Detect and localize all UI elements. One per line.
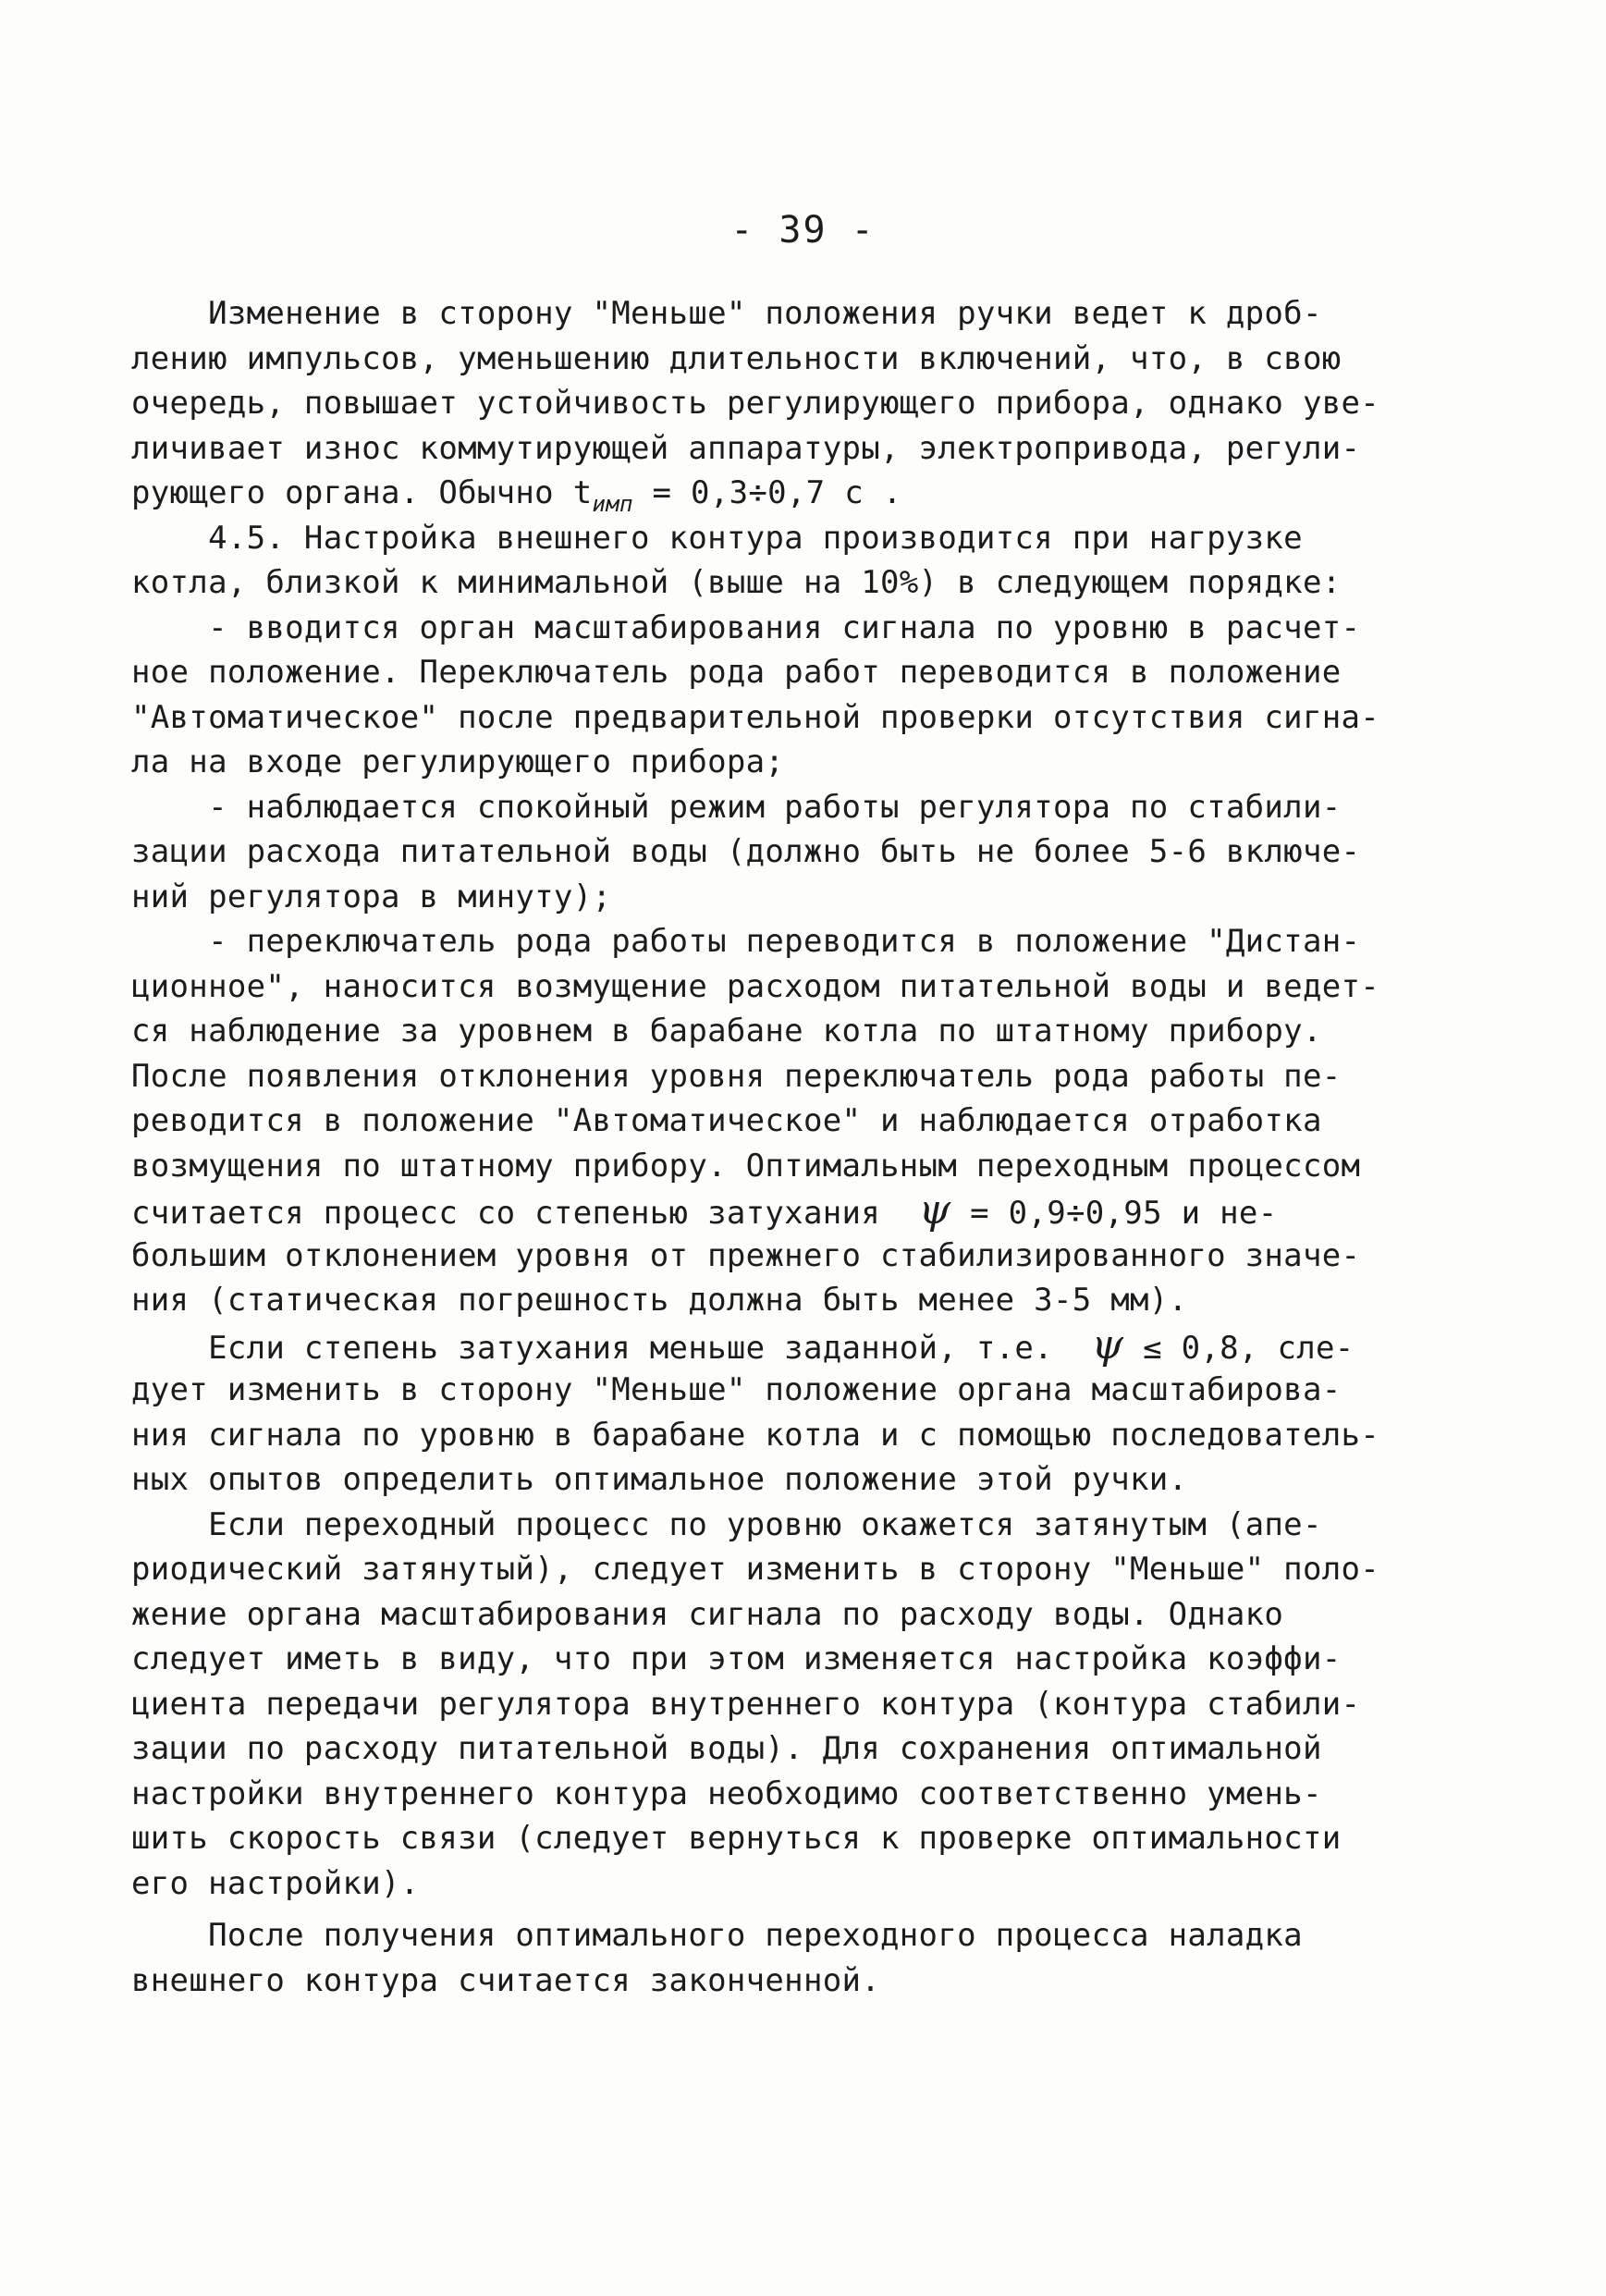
text-fragment: рующего органа. Обычно t bbox=[131, 474, 593, 511]
text-line-formula bbox=[131, 1320, 1370, 1369]
text-line: личивает износ коммутирующей аппаратуры, электропривода, регули- bbox=[131, 429, 1361, 467]
text-line: зации по расходу питательной воды). Для сохранения оптимальной bbox=[131, 1730, 1322, 1767]
text-line: большим отклонением уровня от прежнего стабилизированного значе- bbox=[131, 1236, 1361, 1274]
text-line: ционное", наносится возмущение расходом питательной воды и ведет- bbox=[131, 967, 1380, 1005]
text-line: циента передачи регулятора внутреннего контура (контура стабили- bbox=[131, 1685, 1361, 1723]
text-line: следует иметь в виду, что при этом изменяется настройка коэффи- bbox=[131, 1640, 1342, 1677]
text-line: зации расхода питательной воды (должно быть не более 5-6 включе- bbox=[131, 833, 1361, 870]
text-line: Если переходный процесс по уровню окажется затянутым (апе- bbox=[131, 1505, 1322, 1543]
text-line: - переключатель рода работы переводится в положение "Дистан- bbox=[131, 923, 1361, 960]
text-fragment: = 0,3÷0,7 с . bbox=[632, 474, 902, 511]
paragraph-gap bbox=[131, 1906, 1370, 1913]
text-line: 4.5. Настройка внешнего контура производится при нагрузке bbox=[131, 519, 1303, 557]
text-line: риодический затянутый), следует изменить в сторону "Меньше" поло- bbox=[131, 1551, 1380, 1588]
text-fragment: = 0,9÷0,95 и не- bbox=[950, 1195, 1278, 1232]
subscript: имп bbox=[592, 491, 633, 517]
psi-symbol: ψ bbox=[918, 1186, 951, 1234]
body-text bbox=[131, 291, 1380, 2003]
text-fragment: Если степень затухания меньше заданной, т.е. bbox=[131, 1329, 1092, 1367]
text-line: ний регулятора в минуту); bbox=[131, 878, 612, 915]
text-line: ния сигнала по уровню в барабане котла и с помощью последователь- bbox=[131, 1416, 1380, 1454]
text-line: внешнего контура считается законченной. bbox=[131, 1961, 881, 1999]
text-line: - наблюдается спокойный режим работы регулятора по стабили- bbox=[131, 788, 1342, 826]
text-line: жение органа масштабирования сигнала по расходу воды. Однако bbox=[131, 1595, 1284, 1633]
text-line: ных опытов определить оптимальное положение этой ручки. bbox=[131, 1461, 1188, 1498]
text-fragment: считается процесс со степенью затухания bbox=[131, 1195, 919, 1232]
text-line: возмущения по штатному прибору. Оптимальным переходным процессом bbox=[131, 1147, 1361, 1185]
text-line: его настройки). bbox=[131, 1864, 420, 1902]
text-line: реводится в положение "Автоматическое" и наблюдается отработка bbox=[131, 1102, 1322, 1139]
text-line: настройки внутреннего контура необходимо соответственно умень- bbox=[131, 1774, 1322, 1812]
page-number: - 39 - bbox=[730, 209, 876, 252]
text-line: котла, близкой к минимальной (выше на 10%) в следующем порядке: bbox=[131, 564, 1342, 601]
text-line: - вводится орган масштабирования сигнала по уровню в расчет- bbox=[131, 608, 1361, 646]
text-line: ла на входе регулирующего прибора; bbox=[131, 743, 785, 780]
text-line-formula bbox=[131, 1188, 1370, 1234]
text-line: дует изменить в сторону "Меньше" положение органа масштабирова- bbox=[131, 1371, 1342, 1408]
text-line: ное положение. Переключатель рода работ переводится в положение bbox=[131, 654, 1342, 691]
text-fragment: ≤ 0,8, сле- bbox=[1123, 1329, 1355, 1367]
text-line: После получения оптимального переходного процесса наладка bbox=[131, 1917, 1303, 1954]
text-line: ся наблюдение за уровнем в барабане котла по штатному прибору. bbox=[131, 1013, 1322, 1050]
text-line: шить скорость связи (следует вернуться к проверке оптимальности bbox=[131, 1820, 1342, 1857]
text-line-formula bbox=[131, 471, 1370, 516]
text-line: "Автоматическое" после предварительной проверки отсутствия сигна- bbox=[131, 698, 1380, 736]
text-line: лению импульсов, уменьшению длительности включений, что, в свою bbox=[131, 339, 1342, 377]
text-line: ния (статическая погрешность должна быть менее 3-5 мм). bbox=[131, 1282, 1188, 1319]
psi-symbol: ψ bbox=[1091, 1320, 1124, 1369]
text-line: После появления отклонения уровня переключатель рода работы пе- bbox=[131, 1057, 1342, 1095]
text-line: очередь, повышает устойчивость регулирующего прибора, однако уве- bbox=[131, 385, 1380, 422]
text-line: Изменение в сторону "Меньше" положения ручки ведет к дроб- bbox=[131, 295, 1322, 332]
